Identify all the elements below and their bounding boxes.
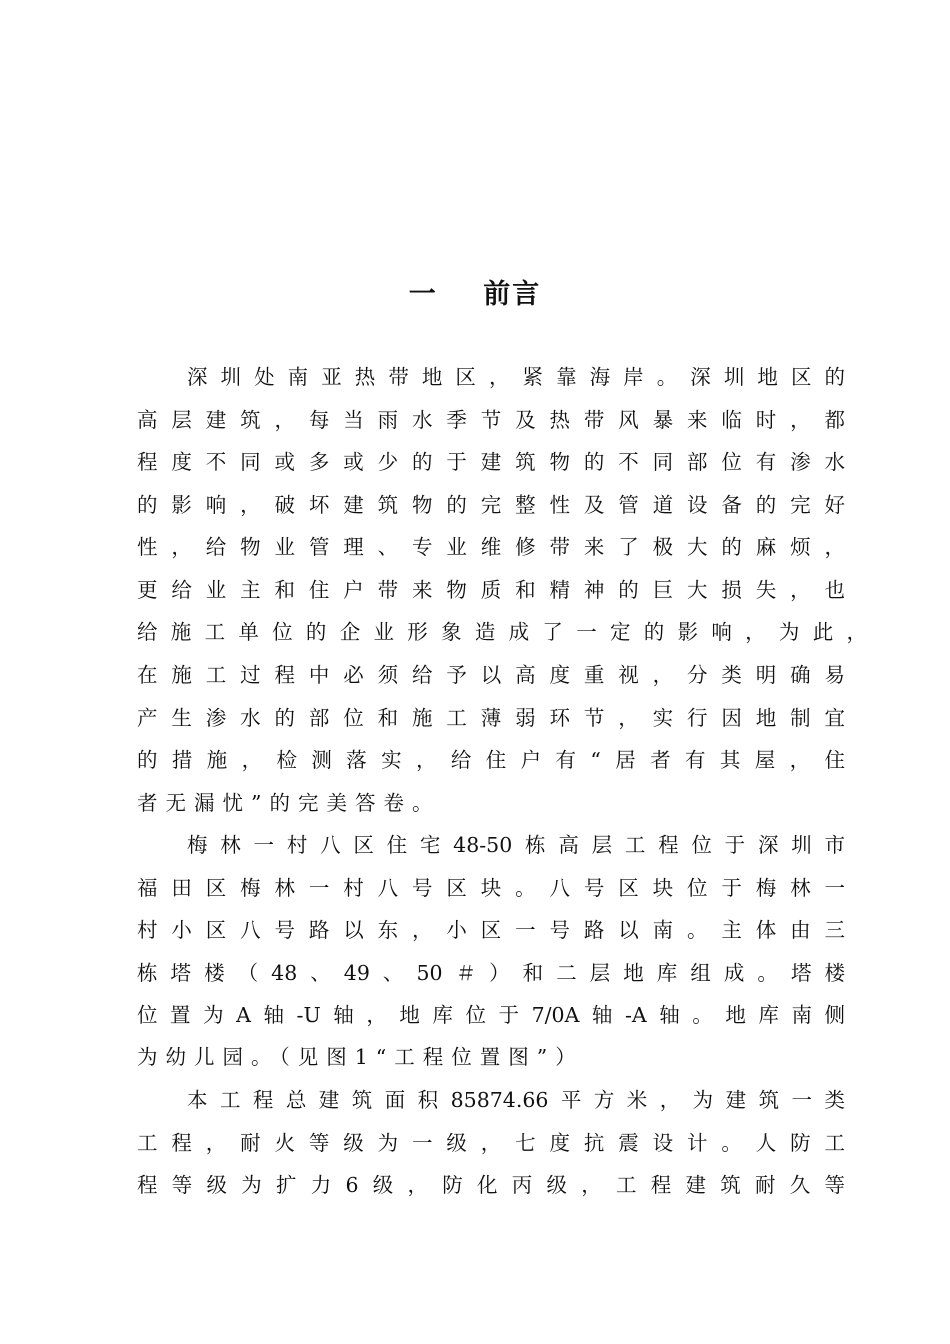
paragraph-line: 高层建筑，每当雨水季节及热带风暴来临时，都 <box>137 408 845 432</box>
paragraph-line: 村小区八号路以东，小区一号路以南。主体由三 <box>137 918 845 942</box>
paragraph-line: 工程，耐火等级为一级，七度抗震设计。人防工 <box>137 1131 845 1155</box>
paragraph-line: 更给业主和住户带来物质和精神的巨大损失，也 <box>137 578 845 602</box>
paragraph-line: 程等级为扩力6级，防化丙级，工程建筑耐久等 <box>137 1173 845 1197</box>
paragraph-line: 的措施，检测落实，给住户有“居者有其屋，住 <box>137 748 845 772</box>
paragraph-line: 给施工单位的企业形象造成了一定的影响，为此， <box>137 620 867 644</box>
paragraph-line: 栋塔楼（48、49、50＃）和二层地库组成。塔楼 <box>137 961 845 985</box>
paragraph-line: 位置为A轴-U轴，地库位于7/0A轴-A轴。地库南侧 <box>137 1003 845 1027</box>
paragraph-line: 福田区梅林一村八号区块。八号区块位于梅林一 <box>137 876 845 900</box>
paragraph-line: 本工程总建筑面积85874.66平方米，为建筑一类 <box>187 1088 845 1112</box>
paragraph-line: 性，给物业管理、专业维修带来了极大的麻烦， <box>137 535 845 559</box>
paragraph-line: 在施工过程中必须给予以高度重视，分类明确易 <box>137 663 845 687</box>
paragraph-line: 产生渗水的部位和施工薄弱环节，实行因地制宜 <box>137 706 845 730</box>
paragraph-line: 深圳处南亚热带地区，紧靠海岸。深圳地区的 <box>187 365 845 389</box>
paragraph-line: 的影响，破坏建筑物的完整性及管道设备的完好 <box>137 493 845 517</box>
section-heading: 一 前言 <box>408 279 542 310</box>
paragraph-line: 者无漏忧”的完美答卷。 <box>137 791 441 815</box>
paragraph-line: 梅林一村八区住宅48-50栋高层工程位于深圳市 <box>187 833 845 857</box>
paragraph-line: 为幼儿园。（见图1“工程位置图”） <box>137 1045 584 1069</box>
paragraph-line: 程度不同或多或少的于建筑物的不同部位有渗水 <box>137 450 845 474</box>
